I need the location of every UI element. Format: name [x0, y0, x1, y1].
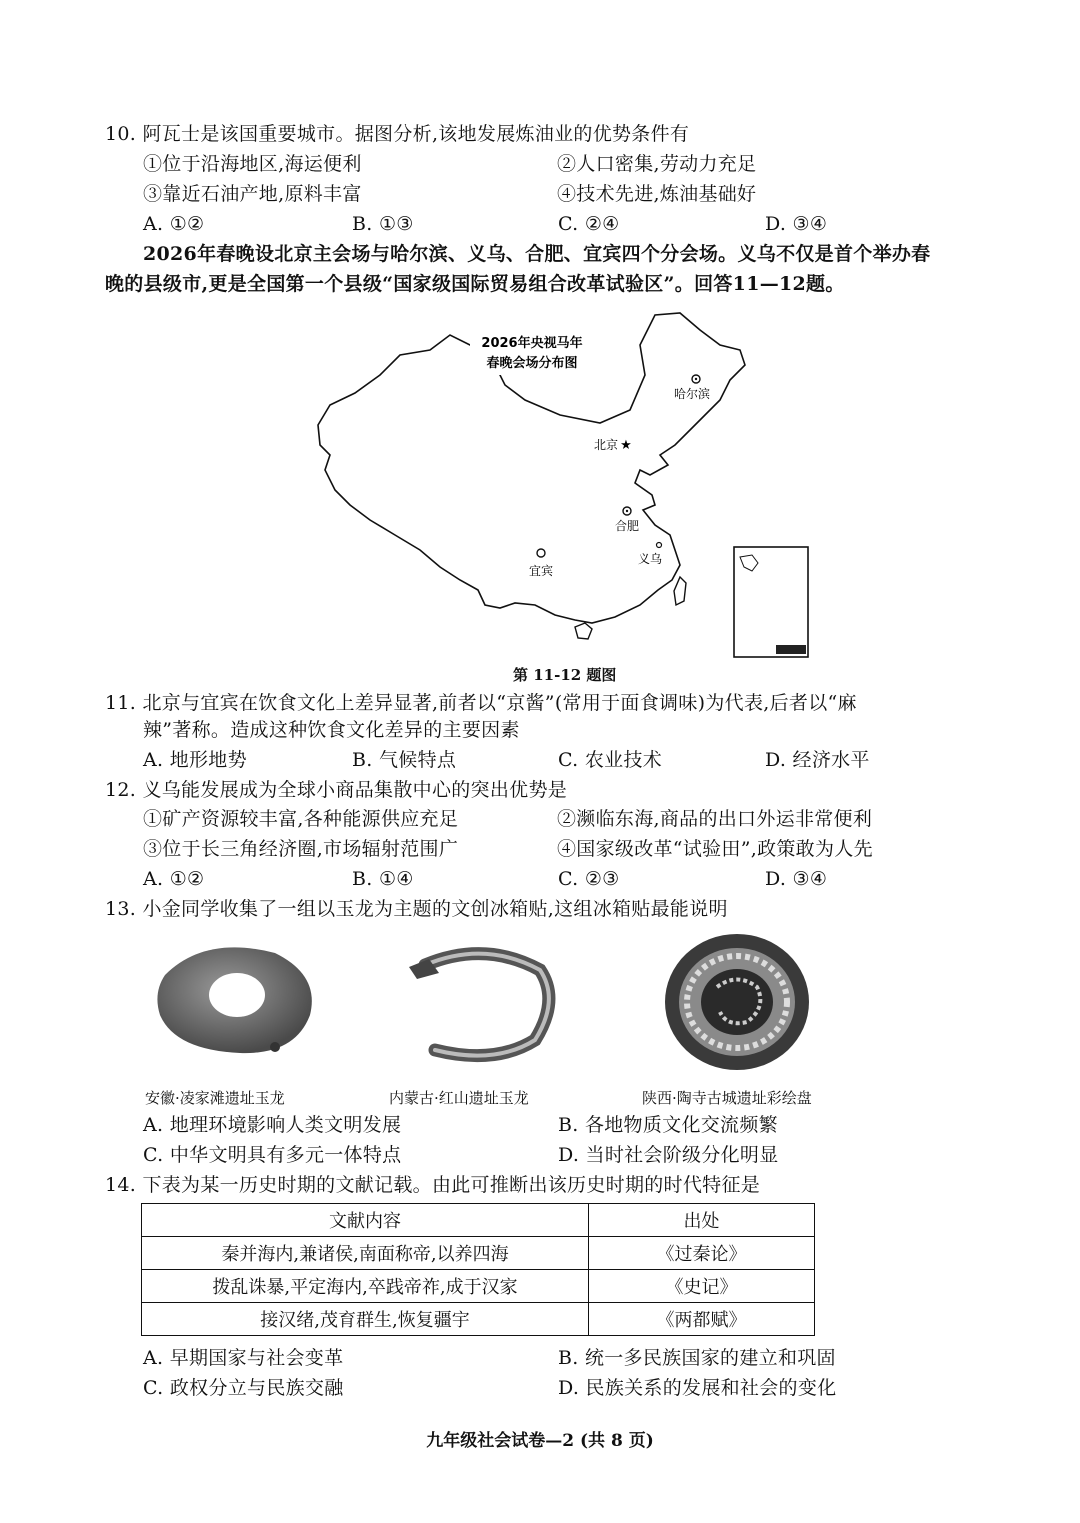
q13-option-d: D. 当时社会阶级分化明显 [558, 1144, 779, 1166]
q13-caption-2: 内蒙古·红山遗址玉龙 [389, 1089, 529, 1107]
q10-item-1: ①位于沿海地区,海运便利 [143, 153, 362, 175]
map-title-2: 春晚会场分布图 [486, 356, 578, 371]
q11-stem-2: 辣”著称。造成这种饮食文化差异的主要因素 [143, 719, 520, 741]
q14-option-b: B. 统一多民族国家的建立和巩固 [558, 1347, 836, 1369]
q11-option-c: C. 农业技术 [558, 749, 663, 771]
q14-option-d: D. 民族关系的发展和社会的变化 [558, 1377, 837, 1399]
q12-item-2: ②濒临东海,商品的出口外运非常便利 [557, 808, 873, 830]
q12-option-a: A. ①② [143, 868, 205, 890]
q13-option-b: B. 各地物质文化交流频繁 [558, 1114, 778, 1136]
table-cell-source: 《史记》 [589, 1270, 815, 1303]
q11-option-a: A. 地形地势 [143, 749, 247, 771]
q13-stem: 13. 小金同学收集了一组以玉龙为主题的文创冰箱贴,这组冰箱贴最能说明 [105, 898, 728, 920]
yibin-marker [537, 549, 545, 557]
q10-item-2: ②人口密集,劳动力充足 [557, 153, 757, 175]
q10-item-4: ④技术先进,炼油基础好 [557, 183, 757, 205]
q14-option-c: C. 政权分立与民族交融 [143, 1377, 344, 1399]
map-caption: 第 11-12 题图 [513, 666, 617, 684]
q10-stem: 10. 阿瓦士是该国重要城市。据图分析,该地发展炼油业的优势条件有 [105, 123, 690, 145]
q13-caption-3: 陕西·陶寺古城遗址彩绘盘 [642, 1089, 812, 1107]
q11-stem-1: 11. 北京与宜宾在饮食文化上差异显著,前者以“京酱”(常用于面食调味)为代表,后者以“麻 [105, 692, 857, 714]
q12-option-c: C. ②③ [558, 868, 620, 890]
china-map [300, 305, 820, 665]
page-footer: 九年级社会试卷—2 (共 8 页) [426, 1431, 654, 1451]
intro-line-1: 2026年春晚设北京主会场与哈尔滨、义乌、合肥、宜宾四个分会场。义乌不仅是首个举办春 [143, 243, 931, 265]
beijing-label: 北京 [593, 438, 618, 452]
q14-option-a: A. 早期国家与社会变革 [143, 1347, 344, 1369]
q12-item-4: ④国家级改革“试验田”,政策敢为人先 [557, 838, 873, 860]
painted-plate-taosi-image [662, 932, 812, 1072]
q10-option-b: B. ①③ [352, 213, 414, 235]
intro-line-2: 晚的县级市,更是全国第一个县级“国家级国际贸易组合改革试验区”。回答11—12题。 [105, 273, 845, 295]
table-cell-content: 拨乱诛暴,平定海内,卒践帝祚,成于汉家 [142, 1270, 589, 1303]
q11-option-b: B. 气候特点 [352, 749, 457, 771]
q12-stem: 12. 义乌能发展成为全球小商品集散中心的突出优势是 [105, 779, 568, 801]
table-cell-source: 《两都赋》 [589, 1303, 815, 1336]
jade-dragon-lingjiatan-image [145, 935, 325, 1065]
table-row [142, 1237, 815, 1270]
table-cell-content: 接汉绪,茂育群生,恢复疆宇 [142, 1303, 589, 1336]
q11-option-d: D. 经济水平 [765, 749, 870, 771]
harbin-label: 哈尔滨 [673, 387, 711, 401]
q10-option-c: C. ②④ [558, 213, 620, 235]
hefei-marker-dot [626, 510, 628, 512]
south-china-sea-inset [734, 547, 808, 657]
q10-item-3: ③靠近石油产地,原料丰富 [143, 183, 362, 205]
map-title-1: 2026年央视马年 [481, 336, 583, 351]
table-cell-content: 秦并海内,兼诸侯,南面称帝,以养四海 [142, 1237, 589, 1270]
hefei-label: 合肥 [614, 519, 640, 533]
jade-dragon-hongshan-image [395, 945, 565, 1070]
hainan-island [575, 623, 592, 639]
q13-option-a: A. 地理环境影响人类文明发展 [143, 1114, 402, 1136]
q13-option-c: C. 中华文明具有多元一体特点 [143, 1144, 402, 1166]
yiwu-label: 义乌 [637, 552, 663, 566]
q12-option-d: D. ③④ [765, 868, 828, 890]
table-header-row [142, 1204, 815, 1237]
q12-option-b: B. ①④ [352, 868, 414, 890]
taiwan-island [674, 577, 686, 605]
q12-item-1: ①矿产资源较丰富,各种能源供应充足 [143, 808, 459, 830]
q10-option-d: D. ③④ [765, 213, 828, 235]
table-row [142, 1303, 815, 1336]
table-cell-source: 《过秦论》 [589, 1237, 815, 1270]
yibin-label: 宜宾 [528, 564, 554, 578]
table-header-content: 文献内容 [142, 1204, 589, 1237]
beijing-star-icon: ★ [620, 438, 632, 453]
q14-source-table [141, 1203, 815, 1336]
q10-option-a: A. ①② [143, 213, 205, 235]
q14-stem: 14. 下表为某一历史时期的文献记载。由此可推断出该历史时期的时代特征是 [105, 1174, 761, 1196]
q12-item-3: ③位于长三角经济圈,市场辐射范围广 [143, 838, 459, 860]
q13-caption-1: 安徽·凌家滩遗址玉龙 [145, 1089, 285, 1107]
table-row [142, 1270, 815, 1303]
harbin-marker-dot [695, 378, 697, 380]
yiwu-marker [657, 543, 662, 548]
table-header-source: 出处 [589, 1204, 815, 1237]
inset-scale-box [776, 645, 806, 654]
